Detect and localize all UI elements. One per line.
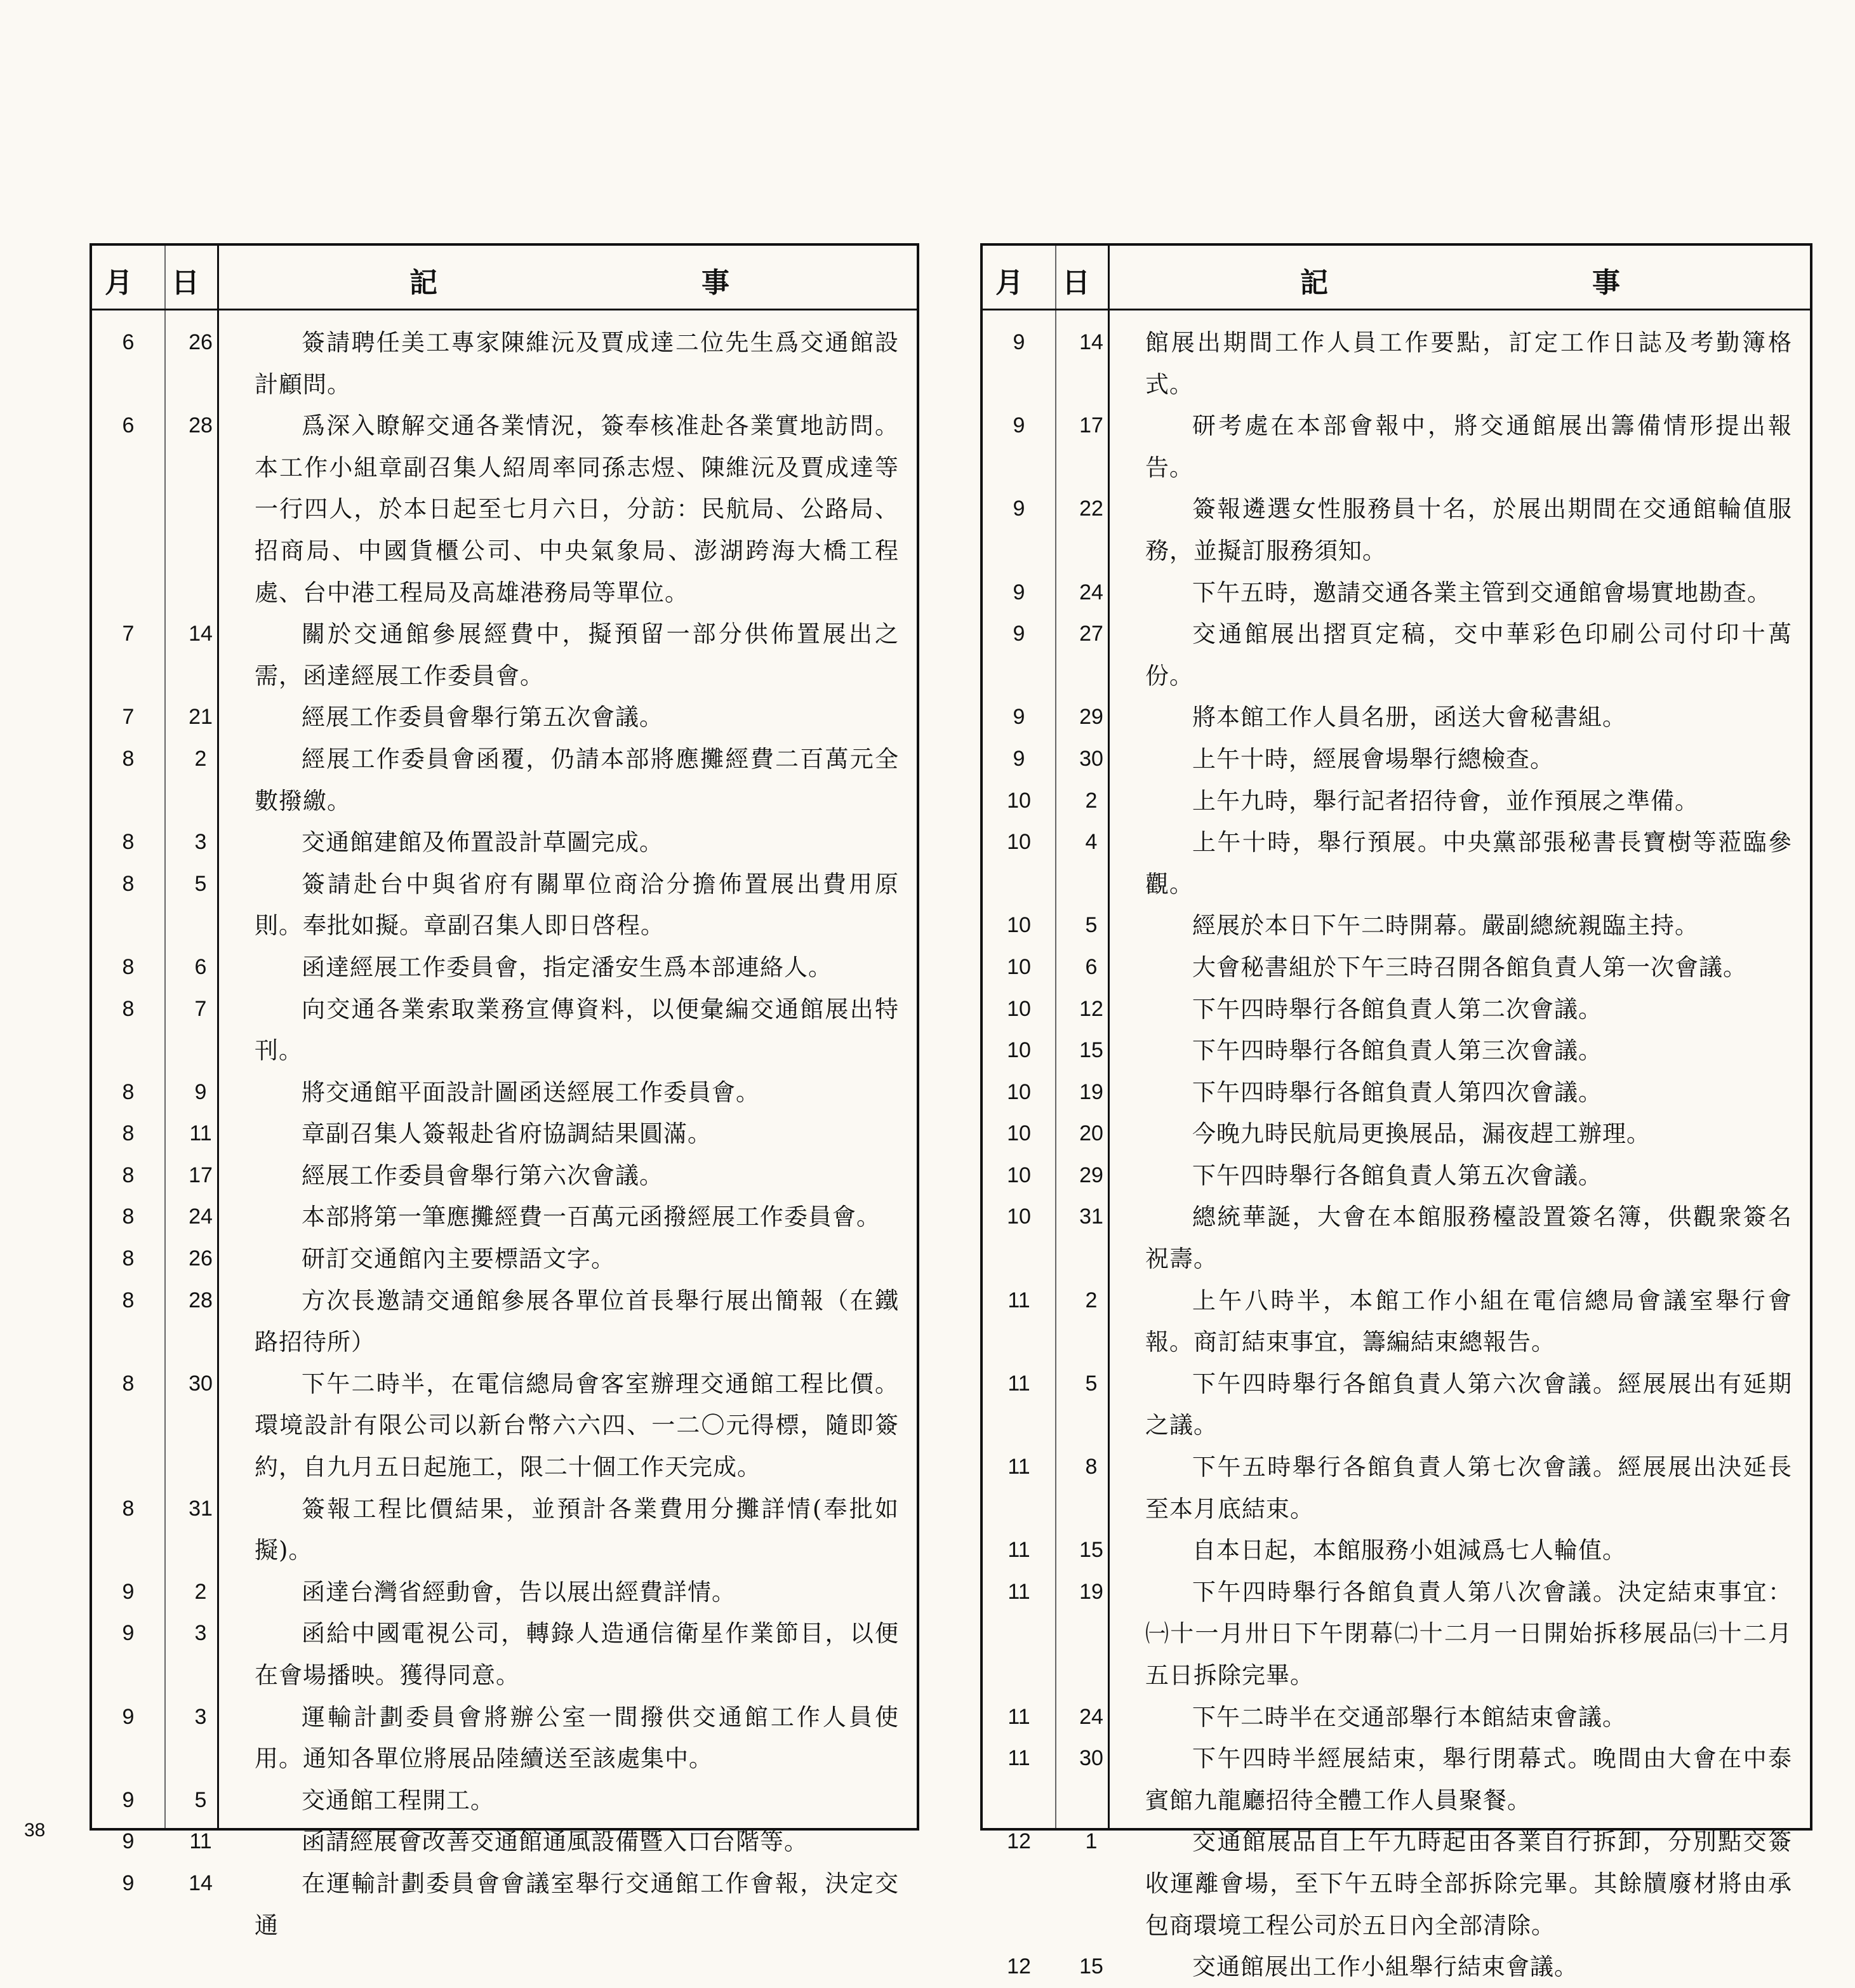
entry-month: 9 — [1013, 705, 1025, 730]
entry-text: 簽請聘任美工專家陳維沅及賈成達二位先生爲交通館設計顧問。 — [255, 329, 899, 398]
entry-day: 1 — [1085, 1829, 1098, 1854]
entry-day: 28 — [189, 413, 213, 438]
table-row — [983, 1446, 1810, 1530]
entry-text: 總統華誕，大會在本館服務檯設置簽名簿，供觀衆簽名祝壽。 — [1145, 1203, 1792, 1273]
entry-day: 5 — [194, 871, 207, 896]
header-shi: 事 — [1592, 267, 1620, 299]
entry-day: 3 — [194, 1704, 207, 1729]
entry-text: 上午十時，經展會場舉行總檢查。 — [1192, 745, 1554, 773]
header-ji: 記 — [1300, 267, 1328, 299]
entry-text: 向交通各業索取業務宣傳資料，以便彙編交通館展出特刊。 — [255, 995, 899, 1065]
entry-day: 7 — [194, 996, 207, 1021]
entry-month: 9 — [122, 1579, 135, 1604]
entry-month: 9 — [122, 1621, 135, 1646]
entry-month: 8 — [122, 746, 135, 771]
table-row — [92, 1571, 917, 1613]
entry-month: 8 — [122, 1371, 135, 1396]
entry-text: 本部將第一筆應攤經費一百萬元函撥經展工作委員會。 — [302, 1203, 881, 1231]
entry-text: 下午四時舉行各館負責人第八次會議。決定結束事宜：㈠十一月卅日下午閉幕㈡十二月一日開始拆移展品㈢十二月五日拆除完畢。 — [1145, 1578, 1792, 1689]
entry-month: 10 — [1007, 913, 1031, 938]
entry-text: 運輸計劃委員會將辦公室一間撥供交通館工作人員使用。通知各單位將展品陸續送至該處集中。 — [255, 1703, 899, 1773]
table-row — [983, 780, 1810, 822]
entry-month: 12 — [1007, 1954, 1031, 1979]
entry-text: 關於交通館參展經費中，擬預留一部分供佈置展出之需，函達經展工作委員會。 — [255, 620, 899, 690]
entry-text: 經展工作委員會函覆，仍請本部將應攤經費二百萬元全數撥繳。 — [255, 745, 899, 815]
entry-text: 館展出期間工作人員工作要點，訂定工作日誌及考勤簿格式。 — [1145, 329, 1792, 398]
entry-text: 下午四時舉行各館負責人第四次會議。 — [1192, 1078, 1602, 1106]
entry-text: 方次長邀請交通館參展各單位首長舉行展出簡報（在鐵路招待所） — [255, 1286, 899, 1356]
entry-day: 15 — [1079, 1954, 1103, 1979]
entry-month: 9 — [1013, 746, 1025, 771]
entry-day: 15 — [1079, 1038, 1103, 1063]
entry-day: 17 — [189, 1163, 213, 1187]
entry-text: 交通館建館及佈置設計草圖完成。 — [302, 829, 663, 857]
entry-day: 29 — [1079, 705, 1103, 730]
entry-day: 26 — [189, 330, 213, 354]
entry-month: 10 — [1007, 788, 1031, 813]
table-row — [983, 322, 1810, 405]
entry-month: 11 — [1007, 1288, 1030, 1312]
table-header — [983, 246, 1810, 310]
entry-month: 11 — [1007, 1371, 1030, 1396]
table-row — [92, 989, 917, 1072]
entry-month: 8 — [122, 1163, 135, 1187]
entry-text: 將本館工作人員名册，函送大會秘書組。 — [1192, 704, 1626, 731]
entry-text: 研考處在本部會報中，將交通館展出籌備情形提出報告。 — [1145, 412, 1792, 481]
header-day: 日 — [171, 267, 199, 299]
entry-month: 8 — [122, 1204, 135, 1229]
entry-day: 8 — [1085, 1455, 1098, 1479]
table-row — [92, 1155, 917, 1197]
table-row — [983, 1280, 1810, 1363]
entry-text: 下午四時舉行各館負責人第二次會議。 — [1192, 995, 1602, 1023]
table-row — [983, 1113, 1810, 1155]
entry-text: 下午四時舉行各館負責人第五次會議。 — [1192, 1161, 1602, 1189]
entry-month: 8 — [122, 954, 135, 979]
entry-day: 15 — [1079, 1538, 1103, 1563]
entry-day: 2 — [194, 746, 207, 771]
entry-text: 經展於本日下午二時開幕。嚴副總統親臨主持。 — [1192, 912, 1699, 940]
entry-day: 27 — [1079, 622, 1103, 646]
entry-text: 下午四時舉行各館負責人第六次會議。經展展出有延期之議。 — [1145, 1370, 1792, 1439]
entry-day: 28 — [189, 1288, 213, 1312]
table-row — [92, 1780, 917, 1822]
table-row — [983, 1196, 1810, 1279]
table-header — [92, 246, 917, 310]
table-row — [983, 1697, 1810, 1738]
table-row — [92, 738, 917, 822]
entry-month: 9 — [1013, 497, 1025, 521]
entry-text: 簽報工程比價結果，並預計各業費用分攤詳情(奉批如擬)。 — [255, 1495, 899, 1564]
entry-text: 在運輸計劃委員會會議室舉行交通館工作會報，決定交通 — [255, 1869, 899, 1939]
entry-day: 29 — [1079, 1163, 1103, 1187]
entry-text: 上午九時，舉行記者招待會，並作預展之準備。 — [1192, 787, 1699, 815]
entry-day: 14 — [1079, 330, 1103, 354]
header-shi: 事 — [701, 267, 729, 299]
entry-text: 經展工作委員會舉行第五次會議。 — [302, 704, 663, 731]
entry-text: 下午二時半，在電信總局會客室辦理交通館工程比價。環境設計有限公司以新台幣六六四、一二〇元得標，隨即簽約，自九月五日起施工，限二十個工作天完成。 — [255, 1370, 899, 1481]
header-month: 月 — [105, 267, 133, 299]
table-row — [92, 1863, 917, 1946]
entry-day: 5 — [1085, 913, 1098, 938]
table-row — [92, 1072, 917, 1114]
entry-text: 下午五時，邀請交通各業主管到交通館會場實地勘查。 — [1192, 578, 1771, 606]
entry-day: 14 — [189, 1871, 213, 1895]
entry-day: 30 — [1079, 746, 1103, 771]
table-row — [983, 1738, 1810, 1821]
entry-month: 10 — [1007, 1038, 1031, 1063]
entry-day: 17 — [1079, 413, 1103, 438]
table-row — [983, 1821, 1810, 1946]
entry-day: 6 — [1085, 954, 1098, 979]
table-row — [983, 1030, 1810, 1072]
table-row — [983, 1571, 1810, 1697]
entry-text: 經展工作委員會舉行第六次會議。 — [302, 1161, 663, 1189]
entry-text: 自本日起，本館服務小姐減爲七人輪值。 — [1192, 1537, 1626, 1564]
entry-text: 大會秘書組於下午三時召開各館負責人第一次會議。 — [1192, 953, 1747, 981]
entry-text: 交通館展出工作小組舉行結束會議。 — [1192, 1953, 1578, 1981]
entry-month: 10 — [1007, 1204, 1031, 1229]
entry-month: 6 — [122, 413, 135, 438]
entry-text: 上午十時，舉行預展。中央黨部張秘書長寶樹等蒞臨參觀。 — [1145, 829, 1792, 898]
entry-day: 24 — [1079, 1704, 1103, 1729]
entry-text: 函達經展工作委員會，指定潘安生爲本部連絡人。 — [302, 953, 832, 981]
entry-day: 31 — [1079, 1204, 1103, 1229]
page-number: 38 — [24, 1820, 46, 1841]
entry-day: 24 — [1079, 580, 1103, 604]
entry-day: 11 — [189, 1121, 212, 1146]
entry-text: 今晚九時民航局更換展品，漏夜趕工辦理。 — [1192, 1120, 1651, 1148]
entry-text: 下午四時舉行各館負責人第三次會議。 — [1192, 1037, 1602, 1065]
entry-month: 10 — [1007, 996, 1031, 1021]
table-row — [983, 738, 1810, 780]
entry-text: 交通館工程開工。 — [302, 1786, 495, 1814]
table-row — [92, 1363, 917, 1488]
entry-month: 9 — [122, 1787, 135, 1812]
table-row — [92, 1488, 917, 1571]
entry-text: 交通館展品自上午九時起由各業自行拆卸，分別點交簽收運離會場，至下午五時全部拆除完畢。其餘牘廢材將由承包商環境工程公司於五日內全部清除。 — [1145, 1828, 1792, 1939]
table-row — [983, 488, 1810, 571]
entry-month: 8 — [122, 996, 135, 1021]
left-table — [90, 243, 919, 1939]
entry-month: 8 — [122, 871, 135, 896]
entry-month: 11 — [1007, 1746, 1030, 1771]
entry-month: 10 — [1007, 830, 1031, 855]
table-row — [92, 1697, 917, 1780]
entry-text: 簽報遴選女性服務員十名，於展出期間在交通館輪值服務，並擬訂服務須知。 — [1145, 495, 1792, 564]
entry-day: 20 — [1079, 1121, 1103, 1146]
entry-day: 19 — [1079, 1579, 1103, 1604]
entry-day: 3 — [194, 830, 207, 855]
table-row — [92, 947, 917, 989]
table-row — [983, 1072, 1810, 1114]
entry-month: 9 — [122, 1871, 135, 1895]
table-row — [92, 864, 917, 947]
entry-day: 21 — [189, 705, 213, 730]
entry-text: 章副召集人簽報赴省府協調結果圓滿。 — [302, 1120, 712, 1148]
entry-month: 10 — [1007, 954, 1031, 979]
table-row — [92, 613, 917, 697]
entry-day: 22 — [1079, 497, 1103, 521]
table-row — [983, 1363, 1810, 1446]
entry-month: 10 — [1007, 1121, 1031, 1146]
table-row — [983, 697, 1810, 738]
table-row — [983, 989, 1810, 1031]
table-row — [983, 572, 1810, 614]
table-row — [92, 1113, 917, 1155]
entry-month: 9 — [122, 1829, 135, 1854]
entry-month: 9 — [122, 1704, 135, 1729]
entry-month: 9 — [1013, 580, 1025, 604]
entry-month: 7 — [122, 705, 135, 730]
entry-day: 9 — [194, 1079, 207, 1104]
entry-day: 12 — [1079, 996, 1103, 1021]
entry-month: 11 — [1007, 1538, 1030, 1563]
entry-month: 6 — [122, 330, 135, 354]
entry-text: 交通館展出摺頁定稿，交中華彩色印刷公司付印十萬份。 — [1145, 620, 1792, 690]
entry-text: 下午二時半在交通部舉行本館結束會議。 — [1192, 1703, 1626, 1731]
table-row — [983, 1530, 1810, 1571]
entry-text: 函給中國電視公司，轉錄人造通信衛星作業節目，以便在會場播映。獲得同意。 — [255, 1620, 899, 1689]
entry-day: 24 — [189, 1204, 213, 1229]
entry-month: 7 — [122, 622, 135, 646]
entry-day: 19 — [1079, 1079, 1103, 1104]
entry-day: 26 — [189, 1246, 213, 1271]
table-row — [92, 822, 917, 864]
entry-text: 爲深入瞭解交通各業情況，簽奉核准赴各業實地訪問。本工作小組章副召集人紹周率同孫志煜、陳維沅及賈成達等一行四人，於本日起至七月六日，分訪：民航局、公路局、招商局、中國貨櫃公司、中央氣象局、澎湖跨海大橋工程處、台中港工程局及高雄港務局等單位。 — [255, 412, 899, 606]
table-row — [983, 405, 1810, 488]
table-row — [983, 822, 1810, 905]
table-row — [92, 1821, 917, 1863]
table-row — [983, 1946, 1810, 1988]
entry-text: 簽請赴台中與省府有關單位商洽分擔佈置展出費用原則。奉批如擬。章副召集人即日啓程。 — [255, 870, 899, 940]
entry-list-left — [92, 322, 917, 1946]
entry-day: 5 — [194, 1787, 207, 1812]
entry-day: 6 — [194, 954, 207, 979]
entry-day: 3 — [194, 1621, 207, 1646]
entry-month: 9 — [1013, 622, 1025, 646]
entry-day: 31 — [189, 1496, 213, 1521]
header-ji: 記 — [409, 267, 437, 299]
table-row — [983, 613, 1810, 697]
entry-month: 8 — [122, 1496, 135, 1521]
entry-day: 2 — [1085, 1288, 1098, 1312]
entry-month: 8 — [122, 1079, 135, 1104]
entry-month: 8 — [122, 1121, 135, 1146]
entry-day: 2 — [1085, 788, 1098, 813]
right-table — [980, 243, 1812, 1981]
entry-text: 上午八時半，本館工作小組在電信總局會議室舉行會報。商訂結束事宜，籌編結束總報告。 — [1145, 1286, 1792, 1356]
entry-text: 將交通館平面設計圖函送經展工作委員會。 — [302, 1078, 760, 1106]
table-row — [983, 947, 1810, 989]
table-row — [92, 1280, 917, 1363]
entry-month: 8 — [122, 830, 135, 855]
table-row — [92, 1613, 917, 1696]
entry-month: 12 — [1007, 1829, 1031, 1854]
table-row — [92, 405, 917, 613]
table-row — [92, 697, 917, 738]
table-row — [92, 1196, 917, 1238]
entry-text: 函達台灣省經動會，告以展出經費詳情。 — [302, 1578, 736, 1606]
header-month: 月 — [995, 267, 1023, 299]
entry-month: 11 — [1007, 1455, 1030, 1479]
table-row — [983, 905, 1810, 947]
entry-month: 10 — [1007, 1163, 1031, 1187]
entry-day: 30 — [1079, 1746, 1103, 1771]
entry-day: 5 — [1085, 1371, 1098, 1396]
entry-text: 下午四時半經展結束，舉行閉幕式。晚間由大會在中泰賓館九龍廳招待全體工作人員聚餐。 — [1145, 1745, 1792, 1814]
entry-month: 8 — [122, 1246, 135, 1271]
entry-month: 9 — [1013, 413, 1025, 438]
entry-month: 9 — [1013, 330, 1025, 354]
entry-list-right — [983, 322, 1810, 1988]
table-row — [92, 1238, 917, 1280]
entry-text: 下午五時舉行各館負責人第七次會議。經展展出決延長至本月底結束。 — [1145, 1453, 1792, 1523]
entry-month: 10 — [1007, 1079, 1031, 1104]
entry-month: 11 — [1007, 1704, 1030, 1729]
entry-text: 研訂交通館內主要標語文字。 — [302, 1245, 615, 1273]
table-row — [92, 322, 917, 405]
entry-text: 函請經展會改善交通館通風設備暨入口台階等。 — [302, 1828, 808, 1856]
entry-day: 2 — [194, 1579, 207, 1604]
entry-month: 11 — [1007, 1579, 1030, 1604]
entry-day: 14 — [189, 622, 213, 646]
entry-day: 30 — [189, 1371, 213, 1396]
entry-day: 11 — [189, 1829, 212, 1854]
header-day: 日 — [1062, 267, 1090, 299]
table-row — [983, 1155, 1810, 1197]
entry-day: 4 — [1085, 830, 1098, 855]
entry-month: 8 — [122, 1288, 135, 1312]
